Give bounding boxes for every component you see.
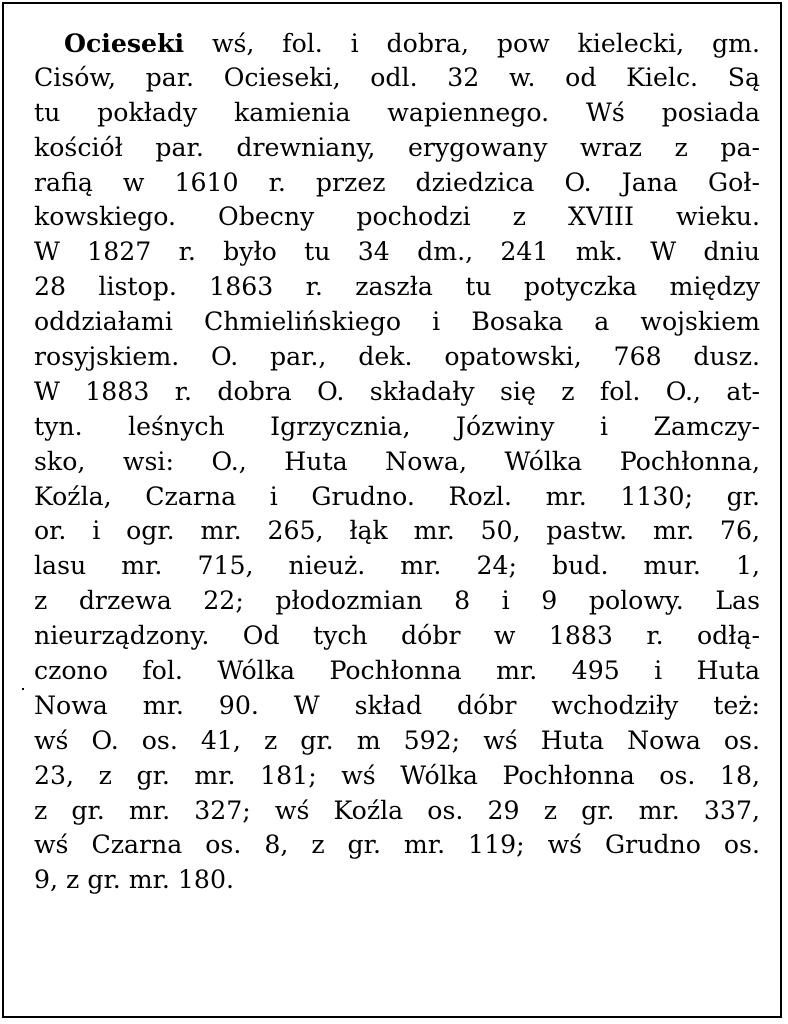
page-frame — [2, 2, 782, 1018]
entry-line-22: 23, z gr. mr. 181; wś Wólka Pochłonna os. 18, — [34, 760, 760, 790]
entry-line-2: Cisów, par. Ocieseki, odl. 32 w. od Kielc. Są — [34, 62, 760, 92]
entry-line-10: rosyjskiem. O. par., dek. opatowski, 768 dusz. — [34, 342, 760, 372]
entry-line-4: kościół par. drewniany, erygowany wraz z pa- — [34, 132, 760, 162]
entry-line-5: rafią w 1610 r. przez dziedzica O. Jana Goł- — [34, 167, 760, 197]
entry-line-12: tyn. leśnych Igrzycznia, Józwiny i Zamczy- — [34, 411, 760, 441]
entry-line-21: wś O. os. 41, z gr. m 592; wś Huta Nowa os. — [34, 725, 760, 755]
entry-line-20: Nowa mr. 90. W skład dóbr wchodziły też: — [34, 690, 760, 720]
entry-line-25: 9, z gr. mr. 180. — [34, 865, 234, 895]
entry-line-16: lasu mr. 715, nieuż. mr. 24; bud. mur. 1, — [34, 551, 760, 581]
entry-line-7: W 1827 r. było tu 34 dm., 241 mk. W dniu — [34, 237, 760, 267]
entry-line-11: W 1883 r. dobra O. składały się z fol. O., at- — [34, 376, 760, 406]
entry-line-17: z drzewa 22; płodozmian 8 i 9 polowy. Las — [34, 586, 760, 616]
entry-line-6: kowskiego. Obecny pochodzi z XVIII wieku. — [34, 202, 760, 232]
entry-line-24: wś Czarna os. 8, z gr. mr. 119; wś Grudno os. — [34, 830, 760, 860]
entry-line-3: tu pokłady kamienia wapiennego. Wś posiada — [34, 97, 760, 127]
margin-mark — [22, 688, 24, 690]
entry-line-1-text: wś, fol. i dobra, pow kielecki, gm. — [184, 29, 760, 58]
entry-line-19: czono fol. Wólka Pochłonna mr. 495 i Huta — [34, 656, 760, 686]
entry-line-18: nieurządzony. Od tych dóbr w 1883 r. odłą- — [34, 621, 760, 651]
entry-line-8: 28 listop. 1863 r. zaszła tu potyczka między — [34, 272, 760, 302]
entry-line-13: sko, wsi: O., Huta Nowa, Wólka Pochłonna, — [34, 446, 760, 476]
entry-line-23: z gr. mr. 327; wś Koźla os. 29 z gr. mr. 337, — [34, 795, 760, 825]
entry-line-9: oddziałami Chmielińskiego i Bosaka a wojskiem — [34, 307, 760, 337]
entry-line-1 — [34, 26, 760, 61]
entry-line-15: or. i ogr. mr. 265, łąk mr. 50, pastw. mr. 76, — [34, 516, 760, 546]
dictionary-entry — [34, 26, 760, 898]
headword: Ocieseki — [64, 28, 185, 58]
entry-line-14: Koźla, Czarna i Grudno. Rozl. mr. 1130; gr. — [34, 481, 760, 511]
